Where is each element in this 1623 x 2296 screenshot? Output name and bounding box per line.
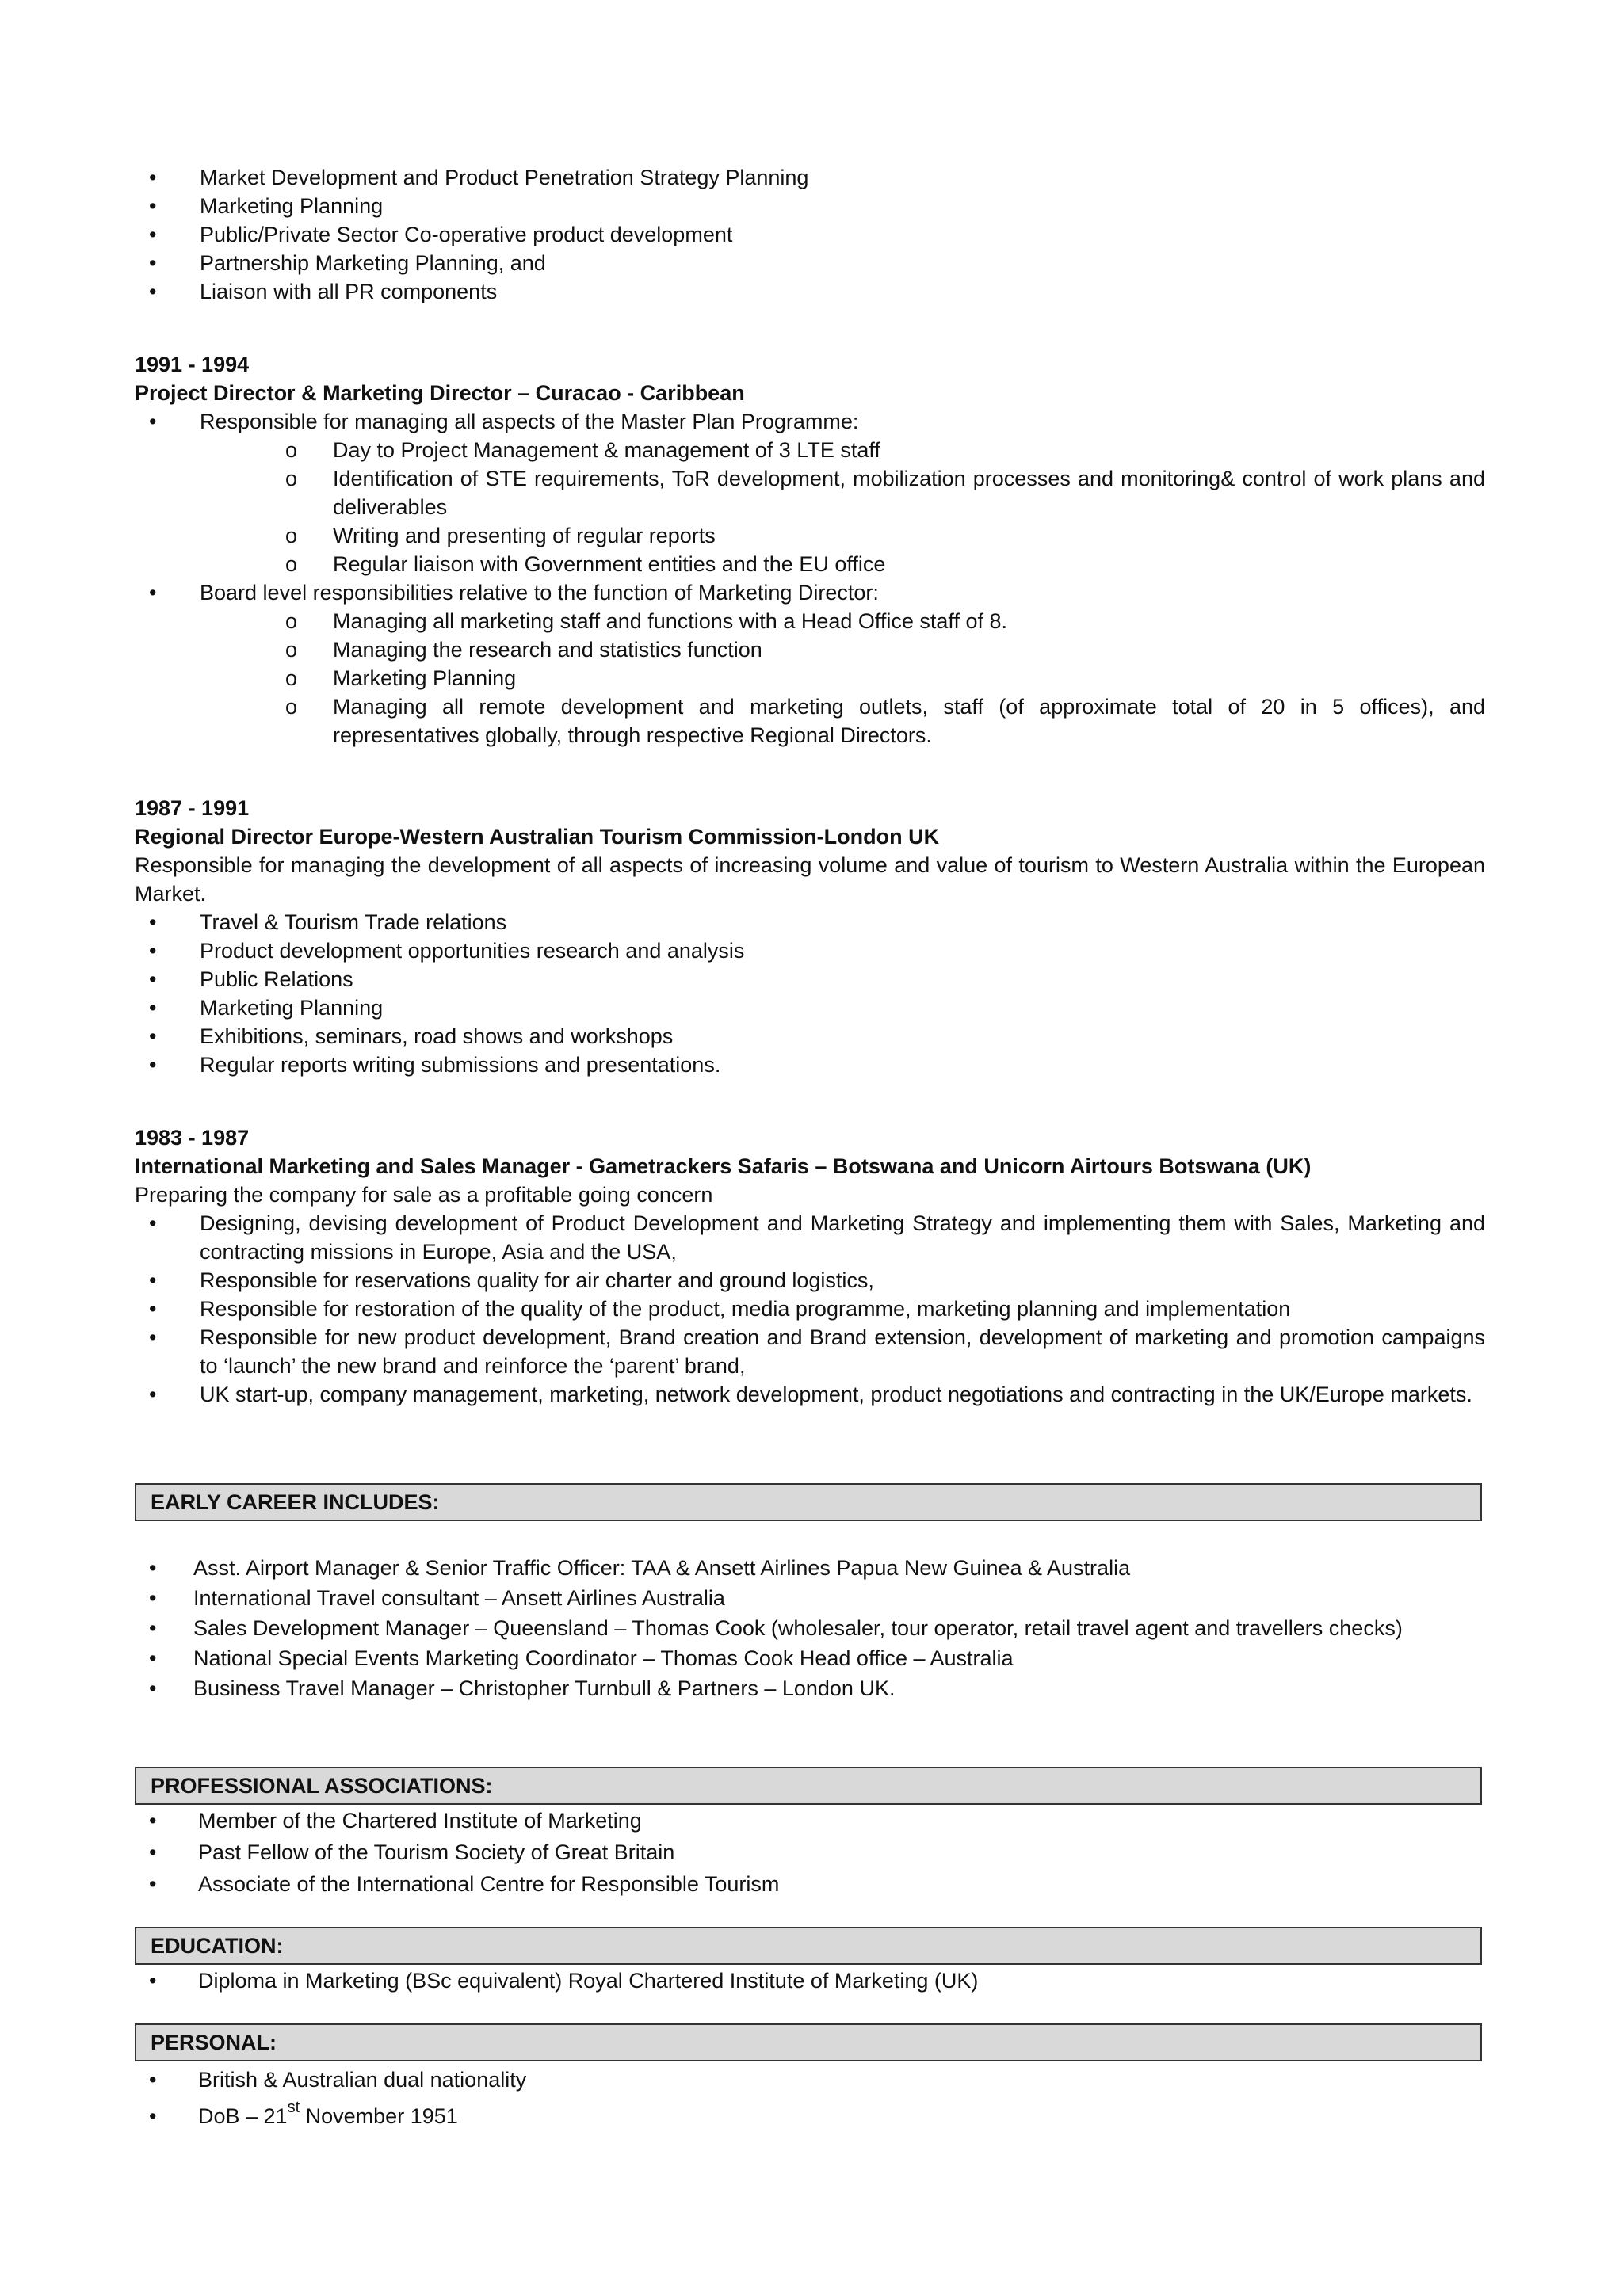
bullet-icon: • xyxy=(149,2104,157,2128)
job-date: 1983 - 1987 xyxy=(135,1126,250,1150)
education-section xyxy=(135,1927,1485,1997)
bullet-icon: • xyxy=(149,967,157,991)
list-item: • Travel & Tourism Trade relations xyxy=(135,908,1485,936)
bullet-icon: • xyxy=(149,1297,157,1321)
sub-list-item: o Managing the research and statistics function xyxy=(135,635,1485,664)
bullet-icon: • xyxy=(149,1024,157,1048)
dob-value: DoB – 21st November 1951 xyxy=(198,2099,458,2128)
bullet-icon: • xyxy=(149,280,157,303)
list-item: • Public Relations xyxy=(135,965,1485,994)
bullet-icon: • xyxy=(149,1809,157,1833)
top-bullet-list xyxy=(135,163,1485,306)
bullet-icon: • xyxy=(149,1646,157,1670)
job-entry-1987 xyxy=(135,794,1485,1079)
bullet-icon: • xyxy=(149,1586,157,1610)
bullet-icon: • xyxy=(149,1325,157,1349)
job-title: Project Director & Marketing Director – Curacao - Caribbean xyxy=(135,381,745,405)
circle-bullet-icon: o xyxy=(285,524,298,547)
list-item: • Associate of the International Centre for Responsible Tourism xyxy=(135,1868,1485,1900)
sub-list-item: o Managing all marketing staff and functions with a Head Office staff of 8. xyxy=(135,607,1485,635)
bullet-icon: • xyxy=(149,166,157,189)
job-intro: Preparing the company for sale as a profitable going concern xyxy=(135,1183,713,1207)
bullet-icon: • xyxy=(149,1268,157,1292)
circle-bullet-icon: o xyxy=(285,666,298,690)
list-item: • Sales Development Manager – Queensland – Thomas Cook (wholesaler, tour operator, retail travel agent and travellers checks) xyxy=(135,1613,1485,1643)
job-date: 1991 - 1994 xyxy=(135,353,250,376)
bullet-icon: • xyxy=(149,194,157,218)
list-item: • Designing, devising development of Product Development and Marketing Strategy and implementing them with Sales, Marketing and contracting missions in Europe, Asia and the USA, xyxy=(135,1209,1485,1266)
bullet-icon: • xyxy=(149,1211,157,1235)
bullet-icon: • xyxy=(149,1556,157,1580)
associations-list xyxy=(135,1805,1485,1900)
list-item: • Diploma in Marketing (BSc equivalent) Royal Chartered Institute of Marketing (UK) xyxy=(135,1965,1485,1997)
list-item: • Asst. Airport Manager & Senior Traffic Officer: TAA & Ansett Airlines Papua New Guinea & Australia xyxy=(135,1553,1485,1583)
list-item: • Product development opportunities research and analysis xyxy=(135,936,1485,965)
job-intro: Responsible for managing the development of all aspects of increasing volume and value of tourism to Western Australia within the European Market. xyxy=(135,853,1485,906)
bullet-icon: • xyxy=(149,1383,157,1406)
bullet-icon: • xyxy=(149,1053,157,1077)
bullet-icon: • xyxy=(149,1840,157,1864)
list-item: • Past Fellow of the Tourism Society of Great Britain xyxy=(135,1836,1485,1868)
list-item: • Marketing Planning xyxy=(135,994,1485,1022)
job-title: Regional Director Europe-Western Australian Tourism Commission-London UK xyxy=(135,825,940,849)
job-entry-1983 xyxy=(135,1123,1485,1409)
bullet-icon: • xyxy=(149,910,157,934)
list-item: • Partnership Marketing Planning, and xyxy=(135,249,1485,277)
sub-list-item: o Day to Project Management & management of 3 LTE staff xyxy=(135,436,1485,464)
early-career-section xyxy=(135,1483,1485,1703)
list-item: • Responsible for new product development, Brand creation and Brand extension, development of marketing and promotion campaigns to ‘launch’ the new brand and reinforce the ‘parent’ brand, xyxy=(135,1323,1485,1380)
sub-list-item: o Managing all remote development and marketing outlets, staff (of approximate total of 20 in 5 offices), and representatives globally, through respective Regional Directors. xyxy=(135,692,1485,749)
section-heading-early-career: EARLY CAREER INCLUDES: xyxy=(135,1483,1482,1521)
list-item: • Market Development and Product Penetration Strategy Planning xyxy=(135,163,1485,192)
list-item: • Marketing Planning xyxy=(135,192,1485,220)
list-item xyxy=(135,2098,1485,2134)
personal-section xyxy=(135,2023,1485,2134)
bullet-icon: • xyxy=(149,1872,157,1896)
personal-list xyxy=(135,2061,1485,2134)
list-item: • Liaison with all PR components xyxy=(135,277,1485,306)
education-list xyxy=(135,1965,1485,1997)
resume-page xyxy=(135,163,1485,2134)
section-heading-education: EDUCATION: xyxy=(135,1927,1482,1965)
bullet-icon: • xyxy=(149,410,157,433)
bullet-icon: • xyxy=(149,251,157,275)
list-item: • Board level responsibilities relative to the function of Marketing Director: xyxy=(135,578,1485,607)
sub-list-item: o Regular liaison with Government entities and the EU office xyxy=(135,550,1485,578)
bullet-icon: • xyxy=(149,1676,157,1700)
circle-bullet-icon: o xyxy=(285,552,298,576)
job-bullet-list xyxy=(135,407,1485,749)
bullet-icon: • xyxy=(149,939,157,963)
circle-bullet-icon: o xyxy=(285,438,298,462)
bullet-icon: • xyxy=(149,996,157,1020)
list-item: • UK start-up, company management, marketing, network development, product negotiations and contracting in the UK/Europe markets. xyxy=(135,1380,1485,1409)
job-date: 1987 - 1991 xyxy=(135,796,250,820)
list-item: • Responsible for restoration of the quality of the product, media programme, marketing planning and implementation xyxy=(135,1295,1485,1323)
associations-section xyxy=(135,1767,1485,1900)
section-heading-associations: PROFESSIONAL ASSOCIATIONS: xyxy=(135,1767,1482,1805)
list-item: • Responsible for managing all aspects of the Master Plan Programme: xyxy=(135,407,1485,436)
circle-bullet-icon: o xyxy=(285,609,298,633)
list-item: • Public/Private Sector Co-operative product development xyxy=(135,220,1485,249)
sub-list-item: o Identification of STE requirements, ToR development, mobilization processes and monitoring& control of work plans and deliverables xyxy=(135,464,1485,521)
sub-list-item: o Marketing Planning xyxy=(135,664,1485,692)
list-item: • Responsible for reservations quality for air charter and ground logistics, xyxy=(135,1266,1485,1295)
list-item: • Exhibitions, seminars, road shows and workshops xyxy=(135,1022,1485,1051)
job-entry-1991 xyxy=(135,350,1485,749)
bullet-icon: • xyxy=(149,2068,157,2092)
list-item: • Business Travel Manager – Christopher Turnbull & Partners – London UK. xyxy=(135,1673,1485,1703)
section-heading-personal: PERSONAL: xyxy=(135,2023,1482,2061)
bullet-icon: • xyxy=(149,1969,157,1993)
circle-bullet-icon: o xyxy=(285,638,298,662)
circle-bullet-icon: o xyxy=(285,467,298,490)
early-career-list xyxy=(135,1553,1485,1703)
bullet-icon: • xyxy=(149,1616,157,1640)
bullet-icon: • xyxy=(149,581,157,605)
list-item: • Member of the Chartered Institute of Marketing xyxy=(135,1805,1485,1836)
list-item: • International Travel consultant – Ansett Airlines Australia xyxy=(135,1583,1485,1613)
sub-list-item: o Writing and presenting of regular reports xyxy=(135,521,1485,550)
list-item: • National Special Events Marketing Coordinator – Thomas Cook Head office – Australia xyxy=(135,1643,1485,1673)
list-item: • British & Australian dual nationality xyxy=(135,2061,1485,2098)
bullet-icon: • xyxy=(149,223,157,246)
job-bullet-list xyxy=(135,908,1485,1079)
list-item: • Regular reports writing submissions and presentations. xyxy=(135,1051,1485,1079)
job-bullet-list xyxy=(135,1209,1485,1409)
job-title: International Marketing and Sales Manager - Gametrackers Safaris – Botswana and Unicorn Airtours Botswana (UK) xyxy=(135,1154,1312,1178)
circle-bullet-icon: o xyxy=(285,695,298,719)
